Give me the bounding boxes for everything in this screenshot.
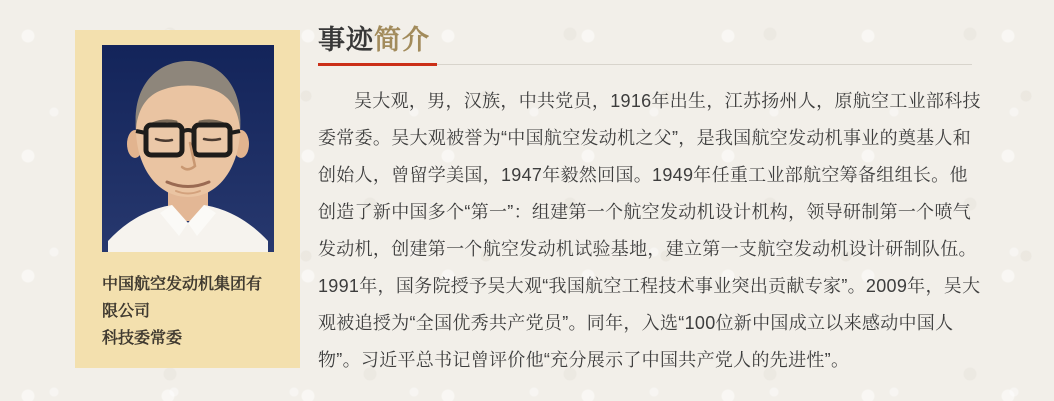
title-divider: [318, 64, 972, 65]
section-title-dark: 事迹: [318, 25, 374, 55]
organization-name: 中国航空发动机集团有限公司: [102, 276, 263, 320]
deeds-section: [318, 24, 985, 379]
position-title: 科技委常委: [102, 330, 183, 347]
biography-paragraph: 吴大观，男，汉族，中共党员，1916年出生，江苏扬州人，原航空工业部科技委常委。吴大观被誉为“中国航空发动机之父”，是我国航空发动机事业的奠基人和创始人，曾留学美国，1947年毅然回国。1949年任重工业部航空筹备组组长。他创造了新中国多个“第一”：组建第一个航空发动机设计机构，领导研制第一个喷气发动机，创建第一个航空发动机试验基地，建立第一支航空发动机设计研制队伍。1991年，国务院授予吴大观“我国航空工程技术事业突出贡献专家”。2009年，吴大观被追授为“全国优秀共产党员”。同年，入选“100位新中国成立以来感动中国人物”。习近平总书记曾评价他“充分展示了中国共产党人的先进性”。: [318, 91, 981, 370]
section-title-gold: 简介: [374, 25, 430, 55]
profile-caption: [102, 271, 275, 352]
portrait-photo: [102, 45, 274, 252]
eye-right: [204, 139, 220, 140]
glasses-bridge: [182, 130, 194, 132]
title-accent-bar: [318, 63, 437, 66]
section-title: [318, 24, 985, 56]
profile-card: [75, 30, 300, 368]
